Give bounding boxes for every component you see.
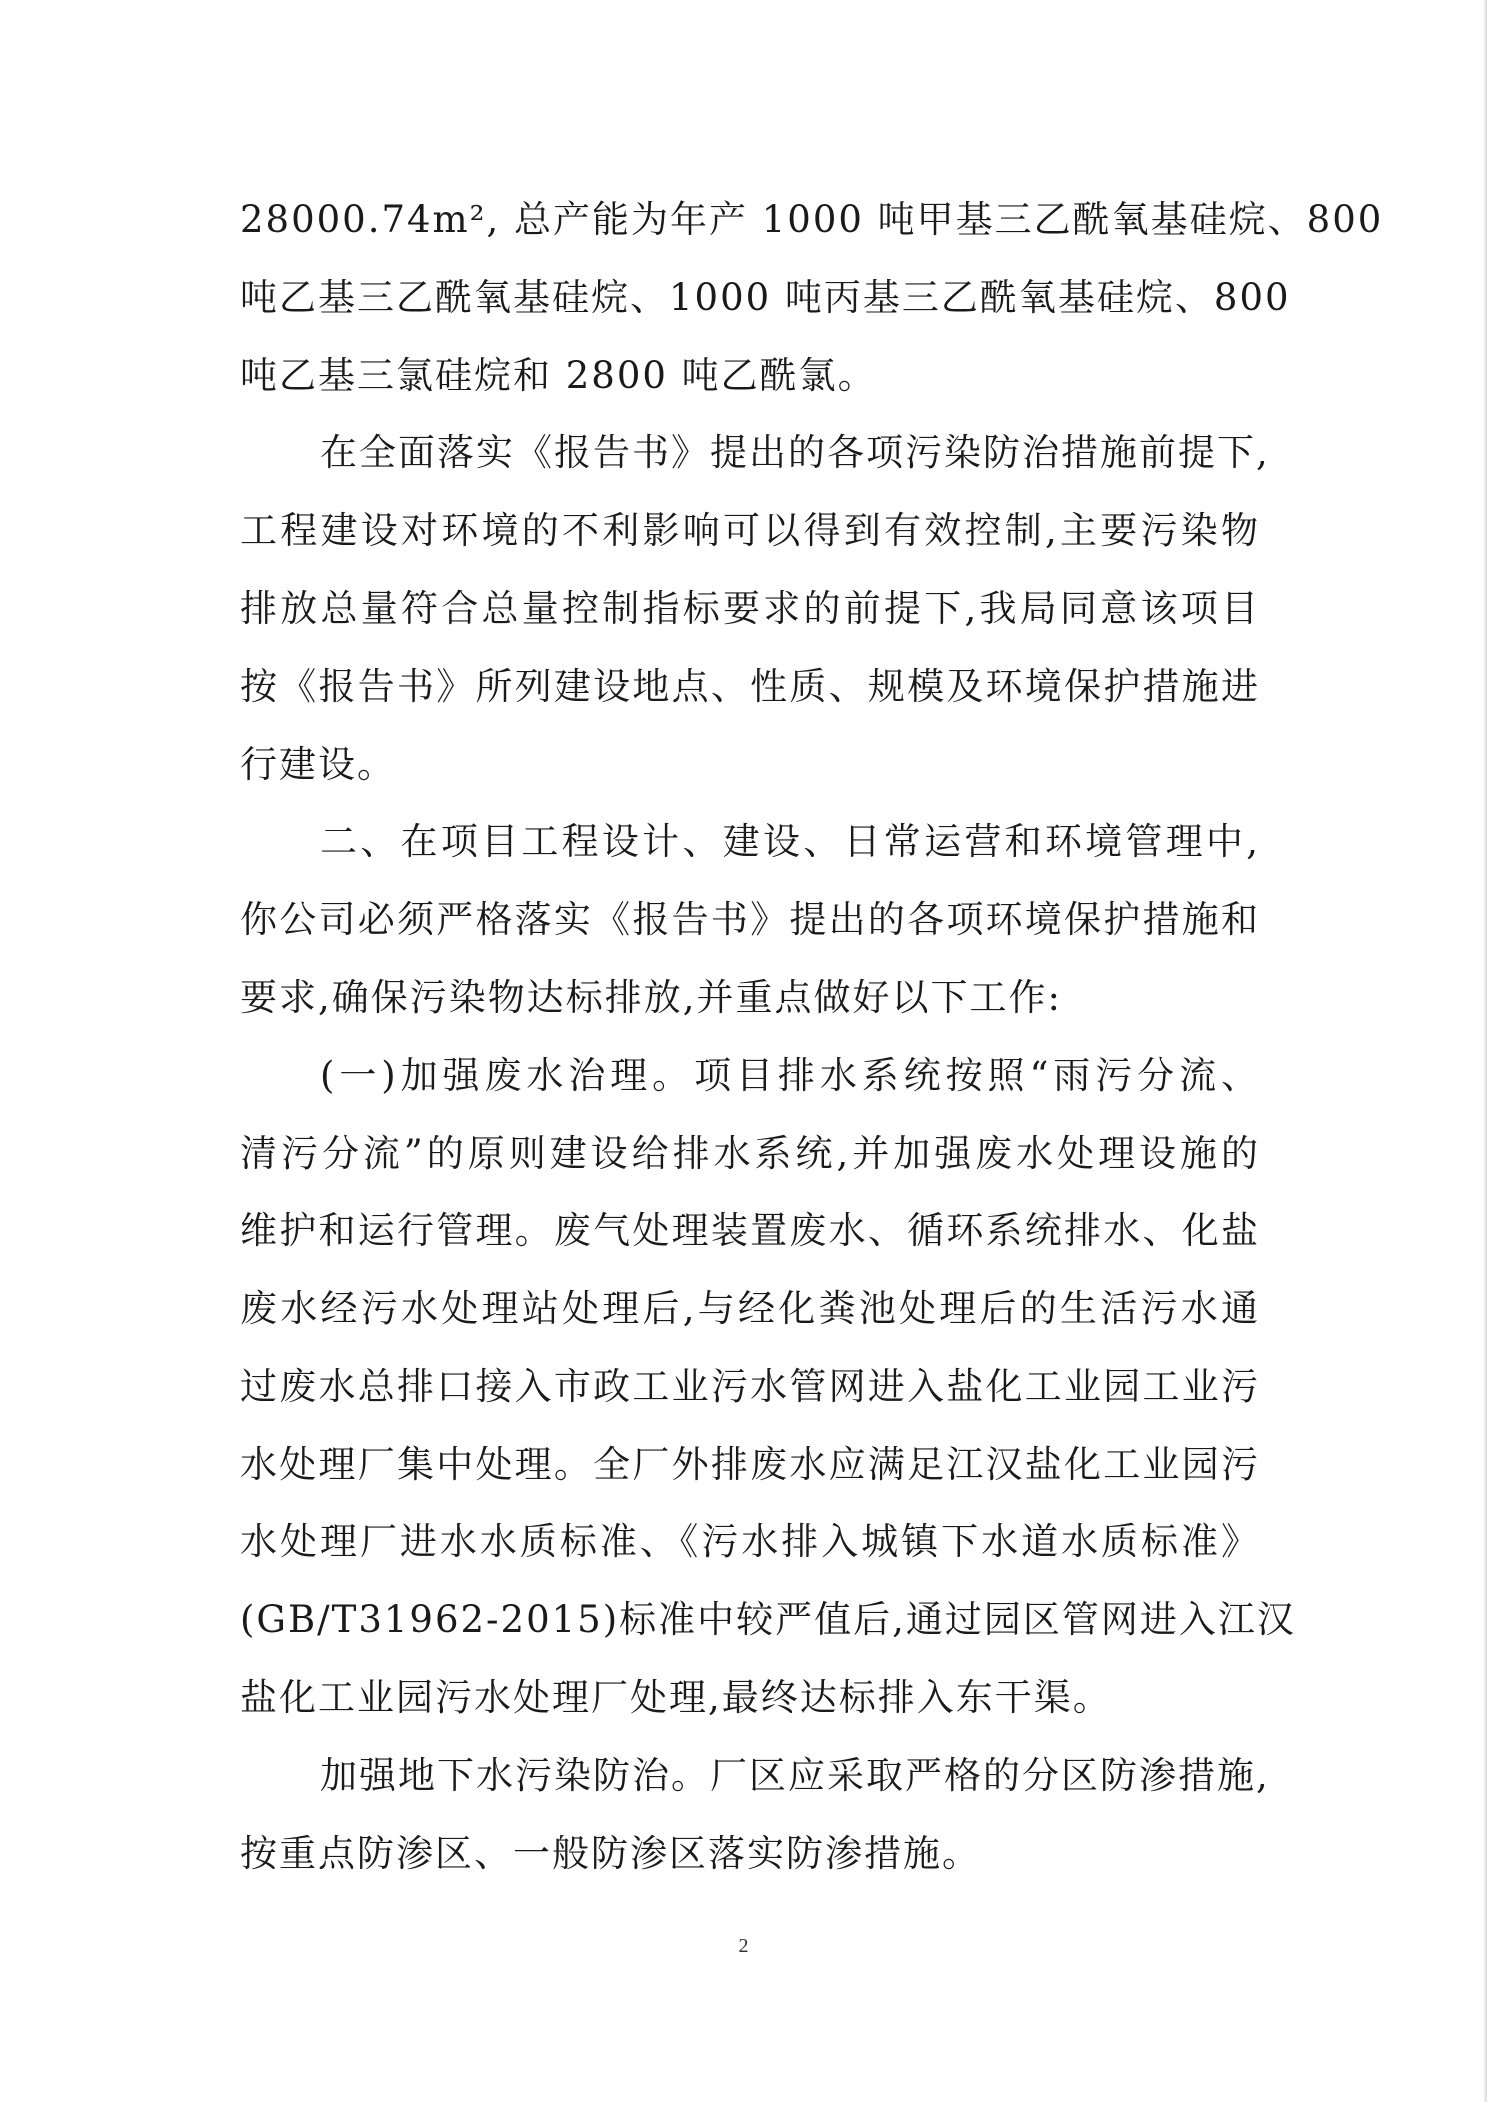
text-line-8: 行建设。: [240, 743, 396, 786]
text-line-15: 废水经污水处理站处理后,与经化粪池处理后的生活污水通: [240, 1287, 1260, 1330]
text-line-9: 二、在项目工程设计、建设、日常运营和环境管理中,: [320, 820, 1260, 863]
text-line-22: 按重点防渗区、一般防渗区落实防渗措施。: [240, 1832, 981, 1875]
text-line-19: (GB/T31962-2015)标准中较严值后,通过园区管网进入江汉: [240, 1598, 1296, 1641]
text-line-4: 在全面落实《报告书》提出的各项污染防治措施前提下,: [320, 431, 1270, 474]
text-line-21: 加强地下水污染防治。厂区应采取严格的分区防渗措施,: [320, 1754, 1270, 1797]
text-line-11: 要求,确保污染物达标排放,并重点做好以下工作:: [240, 976, 1062, 1019]
text-line-10: 你公司必须严格落实《报告书》提出的各项环境保护措施和: [240, 898, 1260, 941]
text-line-5: 工程建设对环境的不利影响可以得到有效控制,主要污染物: [240, 509, 1260, 552]
text-line-3: 吨乙基三氯硅烷和 2800 吨乙酰氯。: [240, 354, 877, 397]
text-line-20: 盐化工业园污水处理厂处理,最终达标排入东干渠。: [240, 1676, 1112, 1719]
text-line-12: (一)加强废水治理。项目排水系统按照“雨污分流、: [320, 1054, 1260, 1097]
text-line-17: 水处理厂集中处理。全厂外排废水应满足江汉盐化工业园污: [240, 1443, 1260, 1486]
text-line-1: 28000.74m², 总产能为年产 1000 吨甲基三乙酰氧基硅烷、800: [240, 198, 1384, 241]
text-line-16: 过废水总排口接入市政工业污水管网进入盐化工业园工业污: [240, 1365, 1260, 1408]
text-line-14: 维护和运行管理。废气处理装置废水、循环系统排水、化盐: [240, 1209, 1260, 1252]
text-line-18: 水处理厂进水水质标准、《污水排入城镇下水道水质标准》: [240, 1520, 1260, 1563]
text-line-7: 按《报告书》所列建设地点、性质、规模及环境保护措施进: [240, 665, 1260, 708]
text-line-13: 清污分流”的原则建设给排水系统,并加强废水处理设施的: [240, 1132, 1260, 1175]
text-line-6: 排放总量符合总量控制指标要求的前提下,我局同意该项目: [240, 587, 1260, 630]
text-line-2: 吨乙基三乙酰氧基硅烷、1000 吨丙基三乙酰氧基硅烷、800: [240, 276, 1291, 319]
page-number: 2: [738, 1935, 749, 1957]
